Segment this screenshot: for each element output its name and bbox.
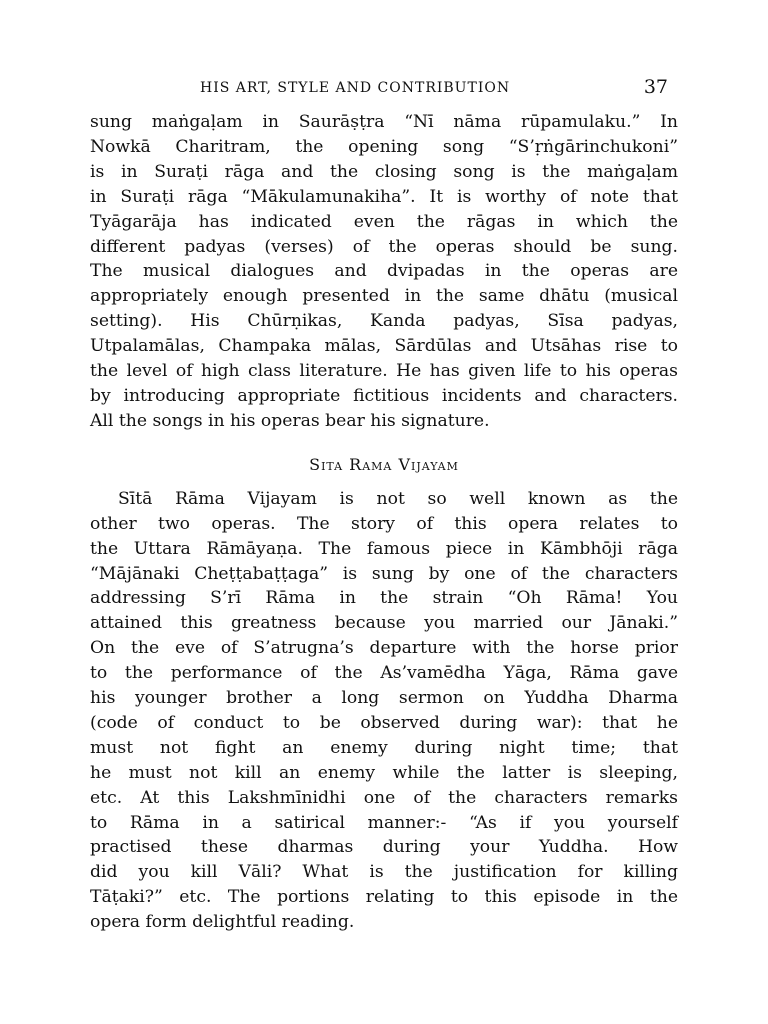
- page-number: 37: [643, 76, 668, 98]
- text-line: Sītā Rāma Vijayam is not so well known as the: [118, 488, 678, 509]
- text-line: Utpalamālas, Champaka mālas, Sārdūlas and Utsāhas rise to: [90, 336, 678, 357]
- text-line: All the songs in his operas bear his signature.: [90, 410, 490, 431]
- paragraph-opera-songs: [90, 110, 678, 434]
- text-line: The musical dialogues and dvipadas in the operas are: [90, 261, 678, 282]
- text-line: is in Suraṭi rāga and the closing song is the maṅgaḷam: [90, 161, 678, 182]
- text-line: sung maṅgaḷam in Saurāṣṭra “Nī nāma rūpamulaku.” In: [90, 112, 678, 132]
- text-line: practised these dharmas during your Yuddha. How: [90, 837, 678, 858]
- text-line: by introducing appropriate fictitious incidents and characters.: [90, 385, 678, 406]
- section-heading: Sita Rama Vijayam: [309, 454, 459, 474]
- text-line: to the performance of the As’vamēdha Yāga, Rāma gave: [90, 663, 678, 684]
- paragraph-sita-rama-vijayam: [90, 487, 678, 935]
- text-line: addressing S’rī Rāma in the strain “Oh Rāma! You: [90, 588, 678, 609]
- text-line: must not fight an enemy during night time; that: [90, 737, 678, 758]
- text-line: setting). His Chūrṇikas, Kanda padyas, Sīsa padyas,: [90, 311, 678, 332]
- text-line: he must not kill an enemy while the latter is sleeping,: [90, 762, 678, 783]
- running-head: [90, 70, 678, 110]
- text-line: (code of conduct to be observed during war): that he: [90, 712, 678, 733]
- running-title: HIS ART, STYLE AND CONTRIBUTION: [200, 80, 511, 96]
- text-line: etc. At this Lakshmīnidhi one of the characters remarks: [90, 787, 678, 808]
- text-line: Nowkā Charitram, the opening song “S’ṛṅgārinchukoni”: [90, 136, 678, 157]
- text-line: his younger brother a long sermon on Yuddha Dharma: [90, 688, 678, 709]
- text-line: opera form delightful reading.: [90, 912, 355, 933]
- text-line: in Suraṭi rāga “Mākulamunakiha”. It is worthy of note that: [90, 186, 678, 207]
- text-line: Tyāgarāja has indicated even the rāgas in which the: [90, 211, 678, 232]
- text-line: attained this greatness because you married our Jānaki.”: [90, 613, 678, 634]
- text-line: “Mājānaki Cheṭṭabaṭṭaga” is sung by one of the characters: [90, 563, 678, 584]
- text-line: Tāṭaki?” etc. The portions relating to this episode in the: [90, 887, 678, 908]
- text-line: the Uttara Rāmāyaṇa. The famous piece in Kāmbhōji rāga: [90, 538, 678, 559]
- text-line: different padyas (verses) of the operas should be sung.: [90, 236, 678, 257]
- text-line: to Rāma in a satirical manner:- “As if you yourself: [90, 812, 678, 833]
- text-line: did you kill Vāli? What is the justification for killing: [90, 862, 678, 883]
- text-line: other two operas. The story of this opera relates to: [90, 513, 678, 534]
- text-line: appropriately enough presented in the same dhātu (musical: [90, 286, 678, 307]
- book-page: [90, 70, 678, 935]
- text-line: the level of high class literature. He has given life to his operas: [90, 361, 678, 382]
- text-line: On the eve of S’atrugna’s departure with the horse prior: [90, 638, 678, 659]
